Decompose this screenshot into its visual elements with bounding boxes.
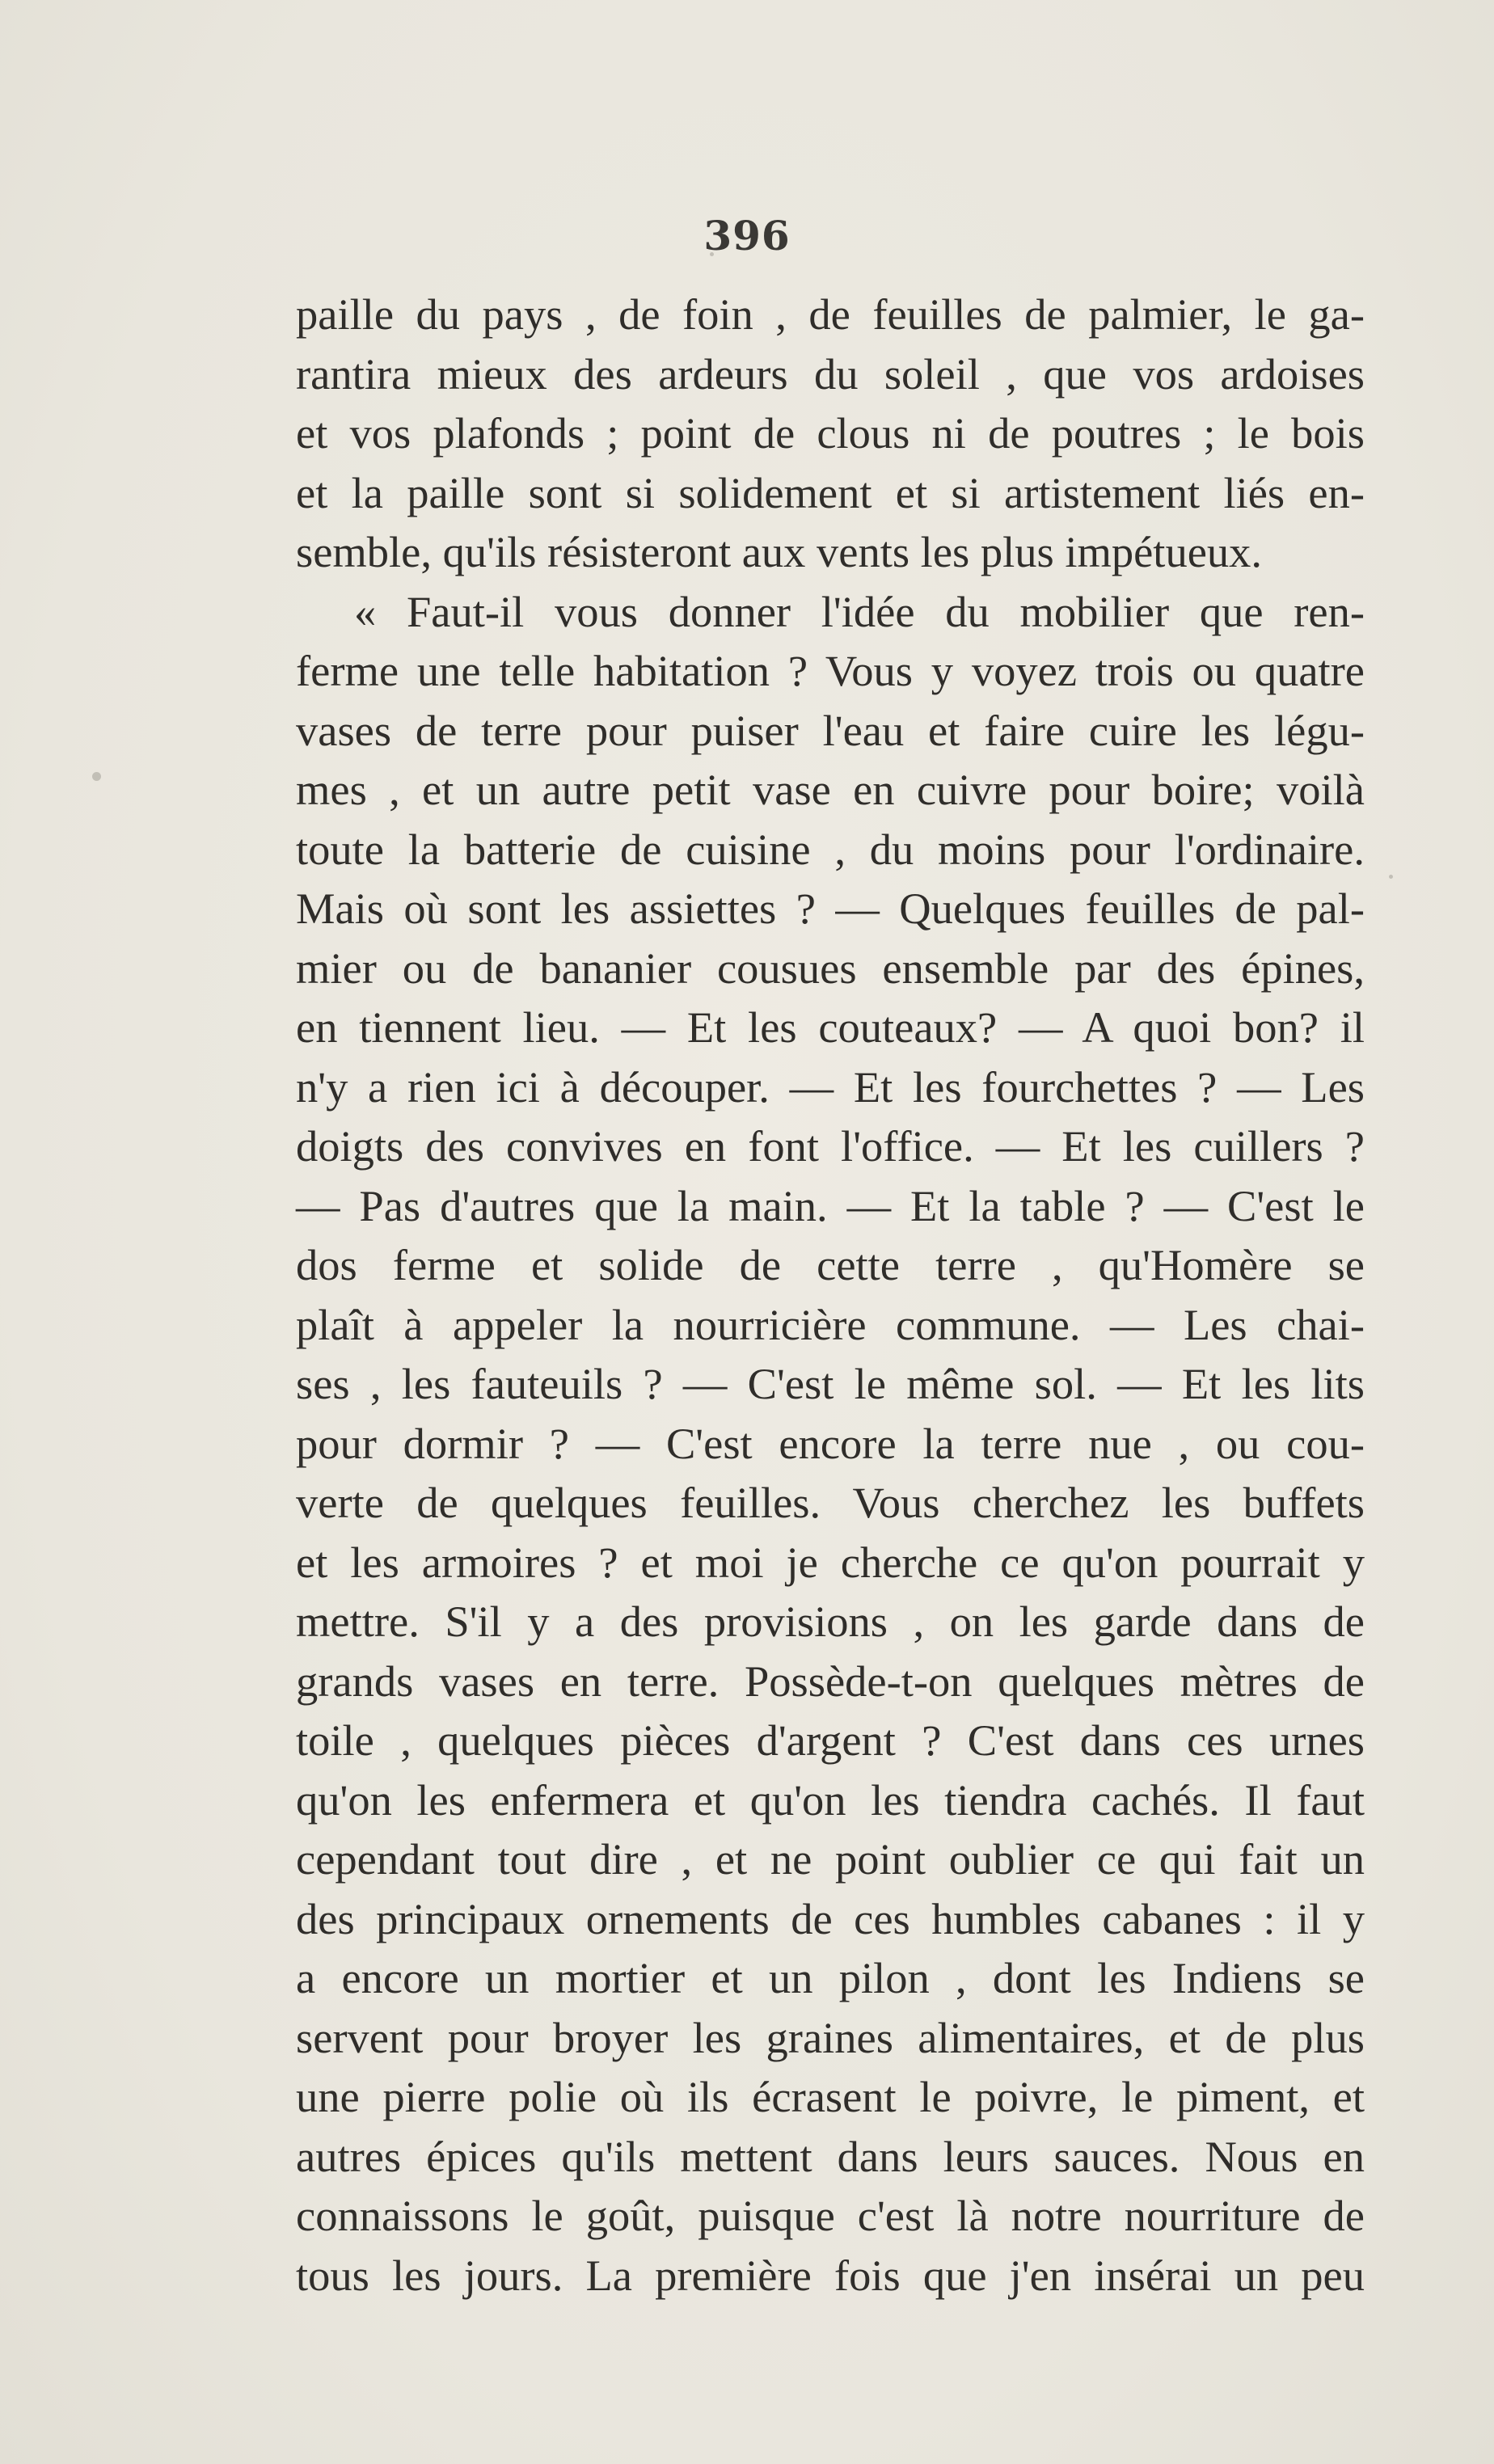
- text-line: toute la batterie de cuisine , du moins pour l'ordinaire.: [296, 824, 1365, 874]
- text-line: ferme une telle habitation ? Vous y voyez trois ou quatre: [296, 646, 1365, 695]
- text-line: n'y a rien ici à découper. — Et les fourchettes ? — Les: [296, 1061, 1365, 1112]
- text-line: dos ferme et solide de cette terre , qu'Homère se: [296, 1240, 1365, 1289]
- text-line: — Pas d'autres que la main. — Et la table ? — C'est le: [296, 1180, 1365, 1230]
- text-line: une pierre polie où ils écrasent le poivre, le piment, et: [296, 2072, 1365, 2121]
- text-line: vases de terre pour puiser l'eau et faire cuire les légu-: [296, 705, 1365, 755]
- text-line: des principaux ornements de ces humbles cabanes : il y: [296, 1893, 1365, 1943]
- text-line: grands vases en terre. Possède-t-on quelques mètres de: [296, 1656, 1365, 1706]
- text-line: doigts des convives en font l'office. — Et les cuillers ?: [296, 1121, 1365, 1171]
- text-line: semble, qu'ils résisteront aux vents les plus impétueux.: [296, 527, 1263, 576]
- ink-speck: [92, 772, 101, 781]
- text-line: « Faut-il vous donner l'idée du mobilier que ren-: [354, 586, 1365, 636]
- text-line: plaît à appeler la nourricière commune. — Les chai-: [296, 1299, 1365, 1349]
- text-line: et la paille sont si solidement et si artistement liés en-: [296, 467, 1365, 517]
- text-line: connaissons le goût, puisque c'est là notre nourriture de: [296, 2191, 1365, 2240]
- text-line: verte de quelques feuilles. Vous cherchez les buffets: [296, 1478, 1365, 1527]
- text-line: cependant tout dire , et ne point oublier ce qui fait un: [296, 1834, 1365, 1884]
- text-line: tous les jours. La première fois que j'en insérai un peu: [296, 2250, 1365, 2300]
- body-text: [296, 285, 1365, 2305]
- text-line: Mais où sont les assiettes ? — Quelques feuilles de pal-: [296, 884, 1365, 933]
- text-line: autres épices qu'ils mettent dans leurs sauces. Nous en: [296, 2131, 1365, 2181]
- text-line: toile , quelques pièces d'argent ? C'est dans ces urnes: [296, 1715, 1365, 1765]
- text-line: et les armoires ? et moi je cherche ce qu'on pourrait y: [296, 1537, 1365, 1587]
- text-line: mettre. S'il y a des provisions , on les garde dans de: [296, 1597, 1365, 1646]
- text-line: mes , et un autre petit vase en cuivre pour boire; voilà: [296, 765, 1365, 814]
- text-line: ses , les fauteuils ? — C'est le même sol. — Et les lits: [296, 1359, 1365, 1408]
- text-line: pour dormir ? — C'est encore la terre nue , ou cou-: [296, 1418, 1365, 1468]
- text-line: mier ou de bananier cousues ensemble par des épines,: [296, 943, 1365, 993]
- text-line: en tiennent lieu. — Et les couteaux? — A quoi bon? il: [296, 1002, 1365, 1052]
- text-line: a encore un mortier et un pilon , dont les Indiens se: [296, 1953, 1365, 2002]
- text-line: servent pour broyer les graines alimentaires, et de plus: [296, 2012, 1365, 2062]
- text-line: paille du pays , de foin , de feuilles de palmier, le ga-: [296, 289, 1365, 339]
- page-number: 396: [703, 212, 791, 259]
- ink-speck: [1389, 875, 1393, 879]
- text-line: rantira mieux des ardeurs du soleil , que vos ardoises: [296, 348, 1365, 399]
- text-line: et vos plafonds ; point de clous ni de poutres ; le bois: [296, 408, 1365, 458]
- text-line: qu'on les enfermera et qu'on les tiendra cachés. Il faut: [296, 1774, 1365, 1825]
